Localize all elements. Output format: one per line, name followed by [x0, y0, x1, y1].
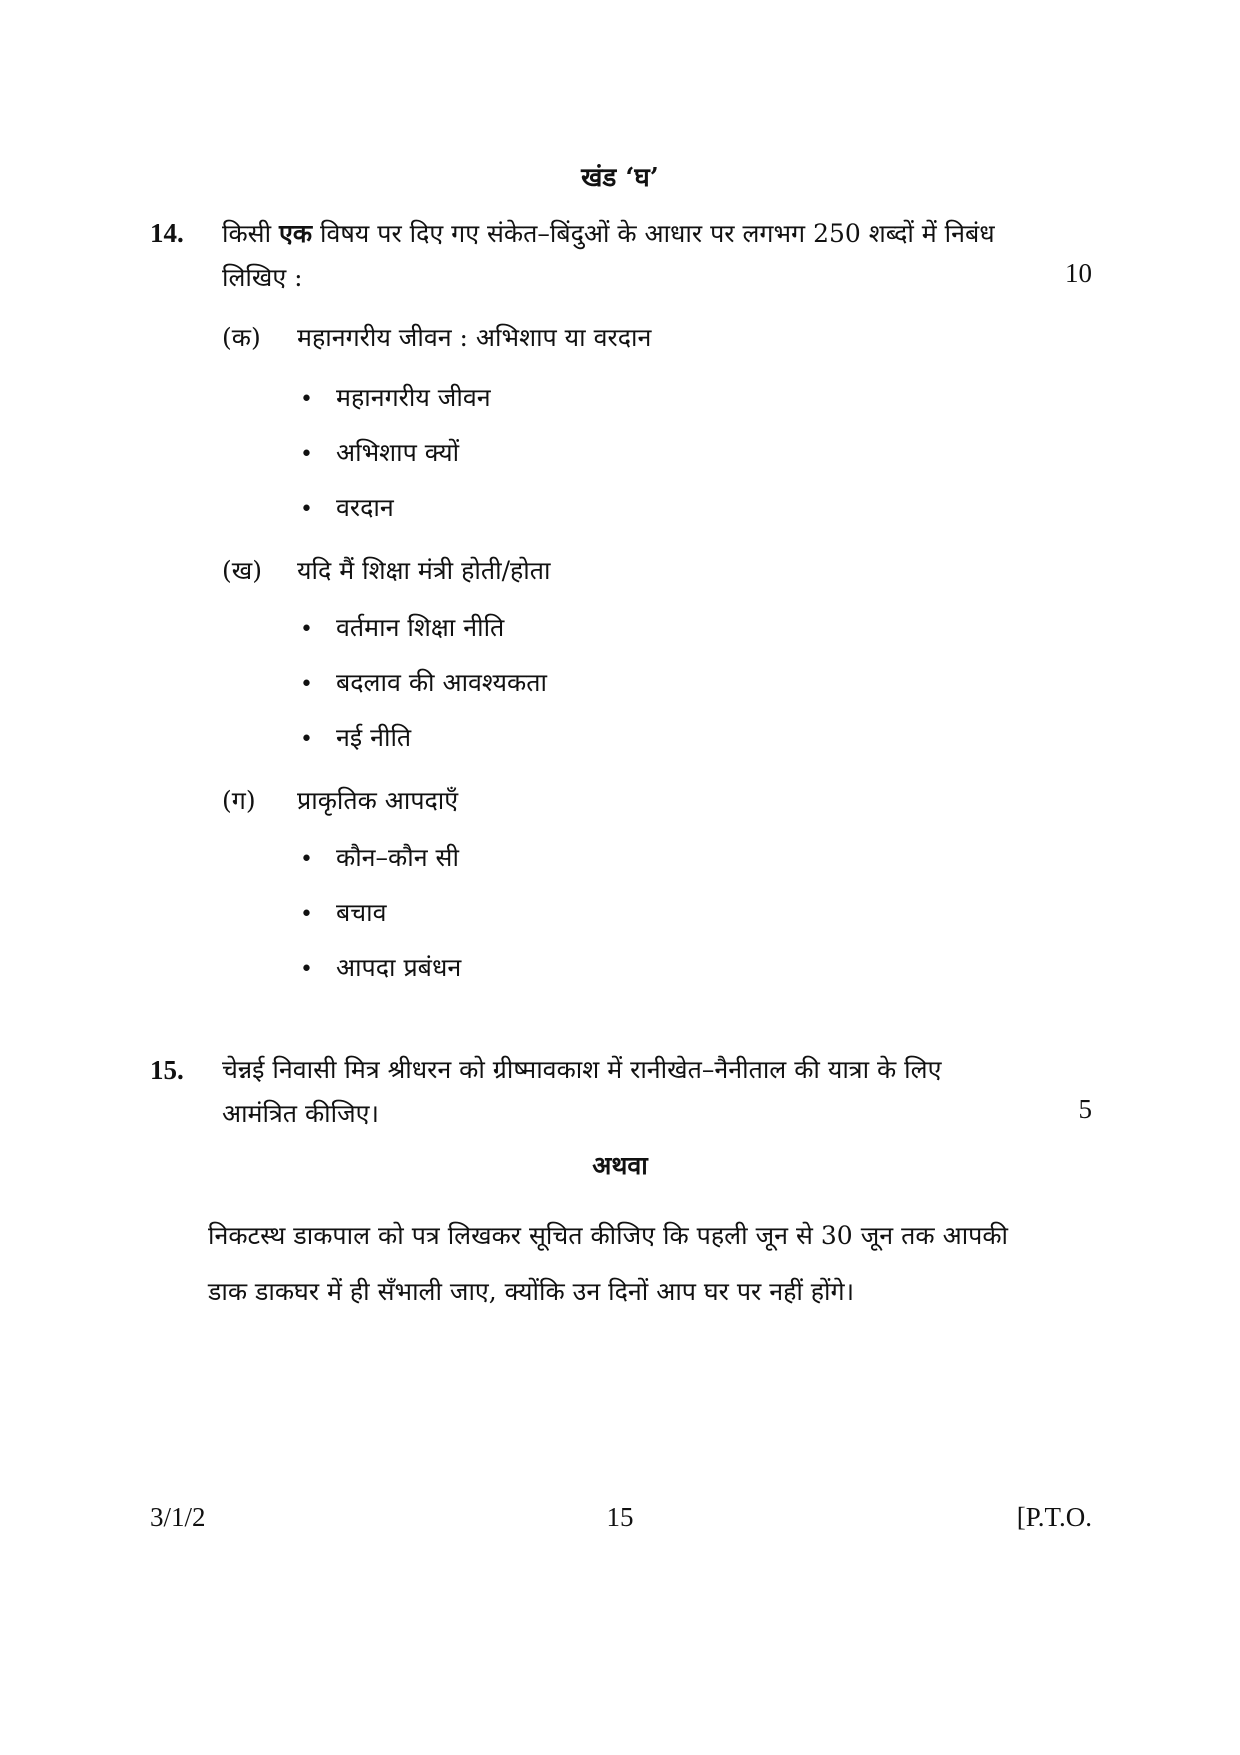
question-15-marks: 5 — [1078, 1094, 1092, 1124]
bullet-icon: • — [300, 617, 313, 642]
option-ga-point-2-text: बचाव — [336, 898, 387, 927]
option-ka-point-2-text: अभिशाप क्यों — [336, 438, 460, 467]
option-kha-point-3 — [300, 720, 411, 754]
option-kha-point-1 — [300, 610, 504, 644]
option-ga-label: (ग) — [222, 786, 256, 815]
footer-page-number: 15 — [606, 1502, 634, 1532]
option-ga-point-1 — [300, 840, 459, 874]
question-14-text-prefix: किसी — [222, 219, 279, 248]
option-ga — [222, 783, 458, 817]
option-ka-title: महानगरीय जीवन : अभिशाप या वरदान — [297, 323, 652, 352]
section-title: खंड ‘घ’ — [581, 163, 659, 193]
question-14-text-bold: एक — [279, 219, 313, 248]
bullet-icon: • — [300, 902, 313, 927]
bullet-icon: • — [300, 497, 313, 522]
option-kha-title: यदि मैं शिक्षा मंत्री होती/होता — [297, 556, 551, 585]
option-ga-title: प्राकृतिक आपदाएँ — [297, 786, 459, 815]
question-14-marks: 10 — [1065, 258, 1092, 288]
option-ga-point-1-text: कौन–कौन सी — [336, 843, 459, 872]
bullet-icon: • — [300, 957, 313, 982]
option-ga-point-3 — [300, 950, 461, 984]
question-15-alternative-text: निकटस्थ डाकपाल को पत्र लिखकर सूचित कीजिए कि पहली जून से 30 जून तक आपकी डाक डाकघर में ही सँभाली जाए, क्योंकि उन दिनों आप घर पर नहीं होंगे। — [208, 1221, 1008, 1306]
or-heading: अथवा — [592, 1151, 648, 1180]
bullet-icon: • — [300, 442, 313, 467]
question-14-number: 14. — [150, 218, 184, 248]
footer-pto: [P.T.O. — [1016, 1502, 1092, 1532]
option-ka-label: (क) — [222, 323, 261, 352]
option-ka-point-3 — [300, 490, 394, 524]
option-ka-point-2 — [300, 435, 459, 469]
bullet-icon: • — [300, 727, 313, 752]
bullet-icon: • — [300, 387, 313, 412]
option-kha-point-3-text: नई नीति — [336, 723, 412, 752]
option-kha-point-2 — [300, 665, 547, 699]
question-15-number: 15. — [150, 1055, 184, 1085]
option-ga-point-2 — [300, 895, 387, 929]
bullet-icon: • — [300, 672, 313, 697]
option-kha-point-2-text: बदलाव की आवश्यकता — [336, 668, 547, 697]
option-ga-point-3-text: आपदा प्रबंधन — [336, 953, 462, 982]
option-kha — [222, 553, 550, 587]
bullet-icon: • — [300, 847, 313, 872]
option-kha-point-1-text: वर्तमान शिक्षा नीति — [336, 613, 505, 642]
question-14-text-rest: विषय पर दिए गए संकेत–बिंदुओं के आधार पर लगभग 250 शब्दों में निबंध लिखिए : — [222, 219, 995, 292]
option-ka-point-1-text: महानगरीय जीवन — [336, 383, 491, 412]
option-kha-label: (ख) — [222, 556, 262, 585]
option-ka-point-1 — [300, 380, 491, 414]
question-15-text: चेन्नई निवासी मित्र श्रीधरन को ग्रीष्मावकाश में रानीखेत–नैनीताल की यात्रा के लिए आमंत्रित कीजिए। — [222, 1055, 942, 1128]
question-14-text — [222, 212, 1022, 300]
option-ka — [222, 320, 651, 354]
option-ka-point-3-text: वरदान — [336, 493, 394, 522]
footer-paper-code: 3/1/2 — [150, 1502, 206, 1532]
